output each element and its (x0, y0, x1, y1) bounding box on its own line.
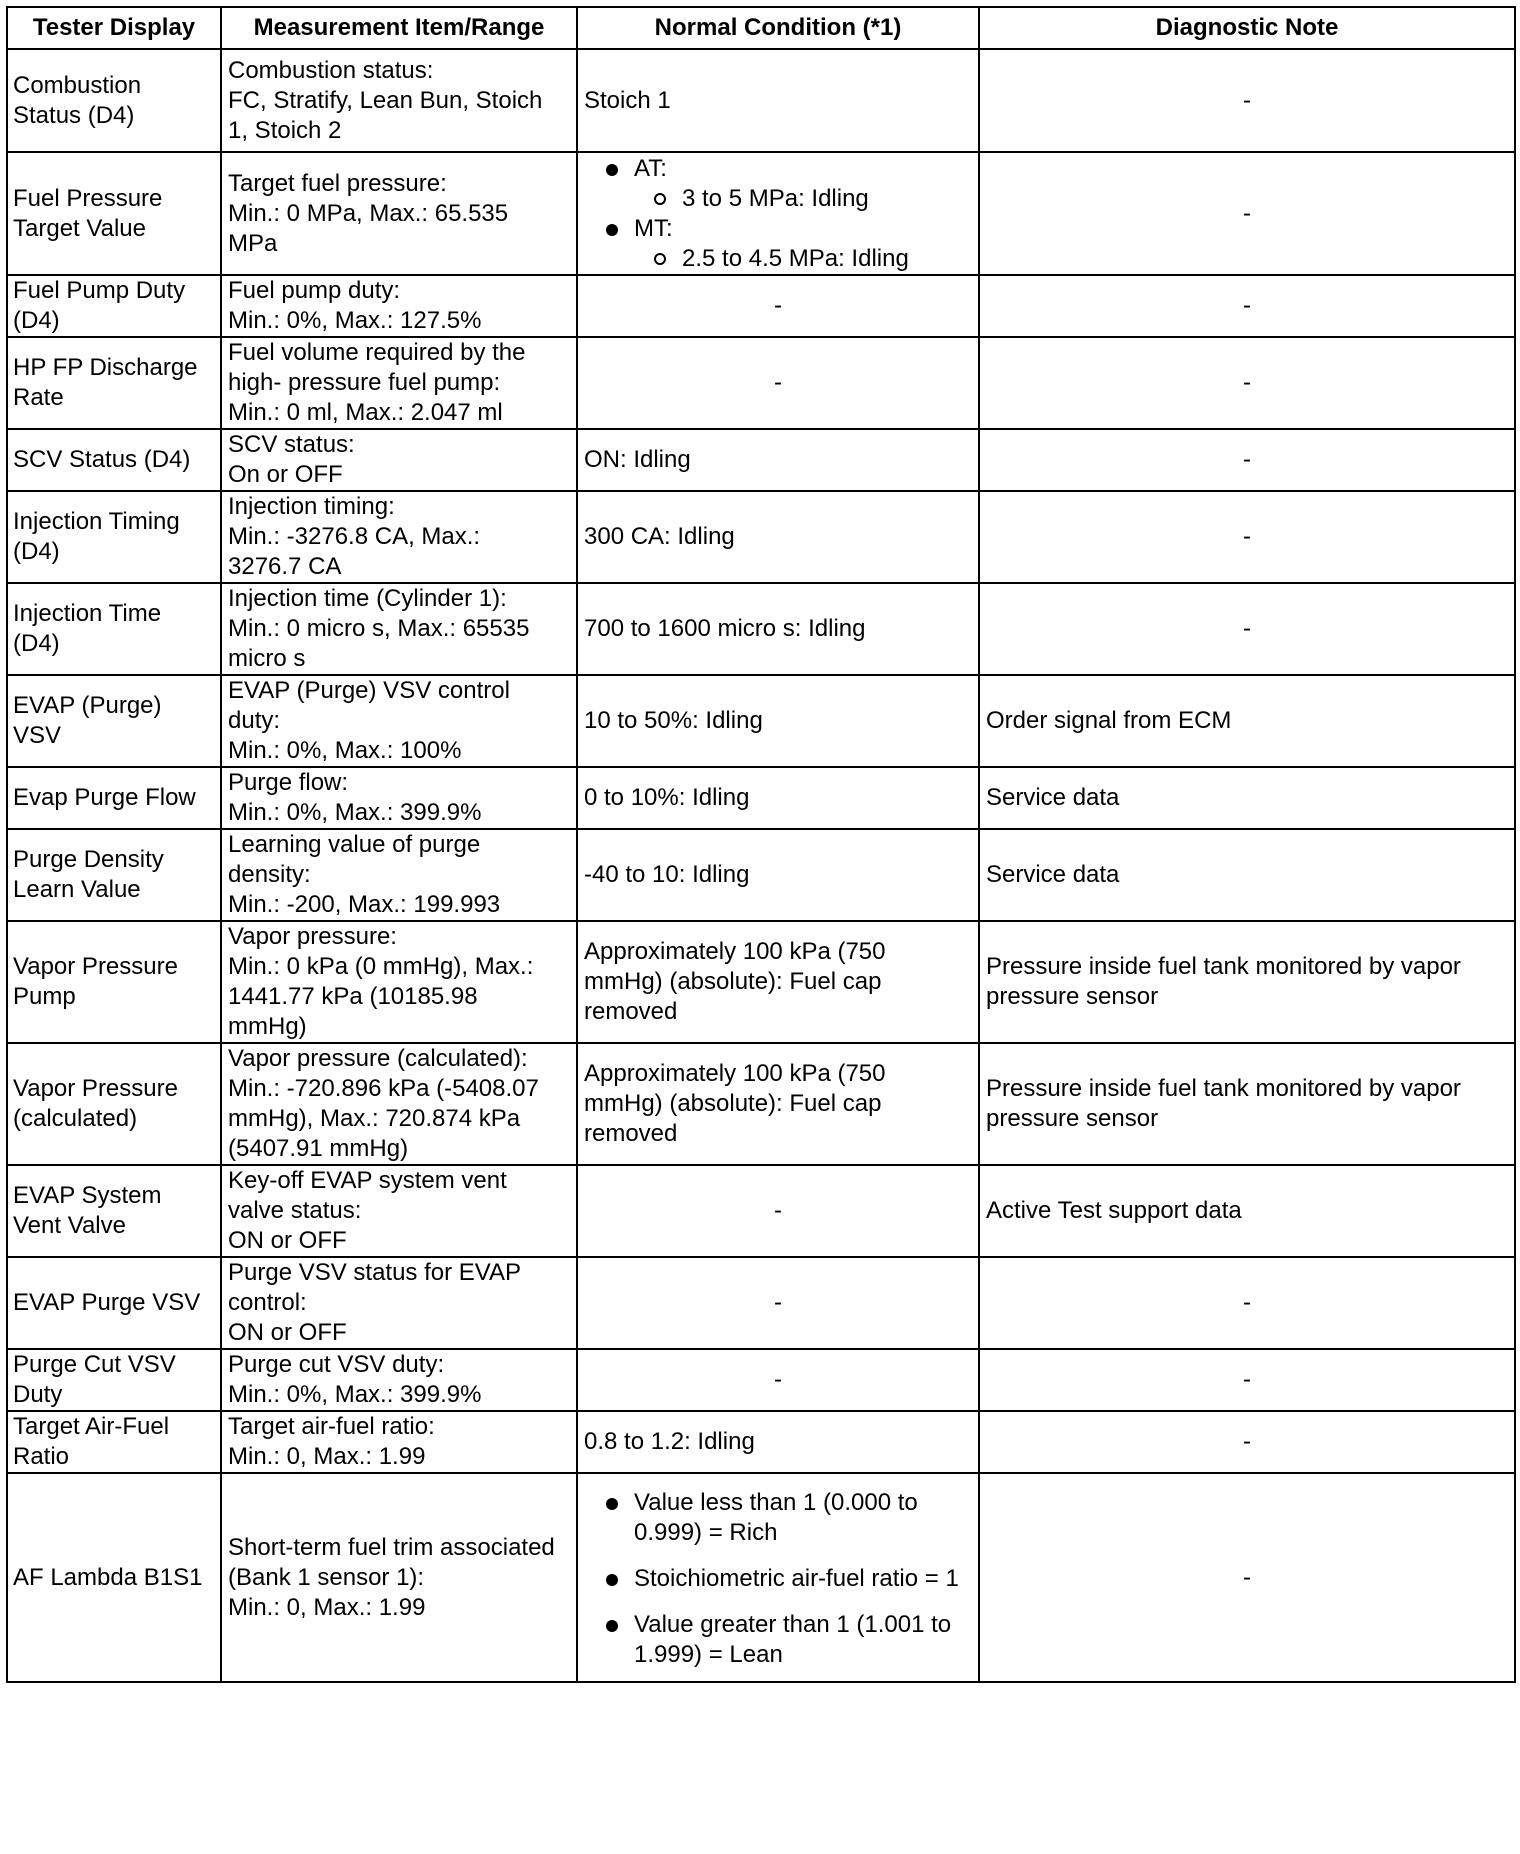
measurement-range-cell: EVAP (Purge) VSV control duty: Min.: 0%, Max.: 100% (221, 675, 577, 767)
diagnostic-note-cell: - (979, 429, 1515, 491)
tester-display-cell: Fuel Pressure Target Value (7, 152, 221, 275)
tester-display-cell: Vapor Pressure (calculated) (7, 1043, 221, 1165)
header-diagnostic-note: Diagnostic Note (979, 7, 1515, 49)
table-row (7, 767, 1515, 829)
measurement-range-cell: Injection time (Cylinder 1): Min.: 0 micro s, Max.: 65535 micro s (221, 583, 577, 675)
diagnostic-note-cell: Service data (979, 767, 1515, 829)
list-item: MT: 2.5 to 4.5 MPa: Idling (584, 214, 972, 274)
table-row (7, 429, 1515, 491)
table-row (7, 1165, 1515, 1257)
normal-condition-cell: -40 to 10: Idling (577, 829, 979, 921)
table-row (7, 583, 1515, 675)
normal-condition-cell: 10 to 50%: Idling (577, 675, 979, 767)
normal-condition-cell: 300 CA: Idling (577, 491, 979, 583)
normal-condition-cell: - (577, 1165, 979, 1257)
header-normal-condition: Normal Condition (*1) (577, 7, 979, 49)
diagnostic-note-cell: - (979, 275, 1515, 337)
diagnostic-note-cell: - (979, 1257, 1515, 1349)
tester-display-cell: Vapor Pressure Pump (7, 921, 221, 1043)
normal-condition-cell (577, 1473, 979, 1682)
measurement-range-cell: Target fuel pressure: Min.: 0 MPa, Max.: 65.535 MPa (221, 152, 577, 275)
table-row (7, 1349, 1515, 1411)
diagnostic-note-cell: Service data (979, 829, 1515, 921)
diagnostic-note-cell: - (979, 583, 1515, 675)
tester-display-cell: Injection Time (D4) (7, 583, 221, 675)
normal-condition-cell: Approximately 100 kPa (750 mmHg) (absolute): Fuel cap removed (577, 921, 979, 1043)
diagnostic-note-cell: Pressure inside fuel tank monitored by vapor pressure sensor (979, 1043, 1515, 1165)
measurement-range-cell: Purge flow: Min.: 0%, Max.: 399.9% (221, 767, 577, 829)
list-item: 3 to 5 MPa: Idling (634, 184, 972, 214)
table-row (7, 1473, 1515, 1682)
normal-condition-cell (577, 152, 979, 275)
measurement-range-cell: Purge VSV status for EVAP control: ON or OFF (221, 1257, 577, 1349)
diagnostic-note-cell: - (979, 337, 1515, 429)
diagnostic-note-cell: - (979, 1349, 1515, 1411)
tester-display-cell: SCV Status (D4) (7, 429, 221, 491)
table-row (7, 1257, 1515, 1349)
data-list-table (6, 6, 1516, 1683)
measurement-range-cell: Purge cut VSV duty: Min.: 0%, Max.: 399.9% (221, 1349, 577, 1411)
table-row (7, 675, 1515, 767)
diagnostic-note-cell: - (979, 1411, 1515, 1473)
measurement-range-cell: Vapor pressure: Min.: 0 kPa (0 mmHg), Max.: 1441.77 kPa (10185.98 mmHg) (221, 921, 577, 1043)
header-tester-display: Tester Display (7, 7, 221, 49)
diagnostic-note-cell: Active Test support data (979, 1165, 1515, 1257)
measurement-range-cell: Injection timing: Min.: -3276.8 CA, Max.: 3276.7 CA (221, 491, 577, 583)
tester-display-cell: AF Lambda B1S1 (7, 1473, 221, 1682)
diagnostic-note-cell: Pressure inside fuel tank monitored by vapor pressure sensor (979, 921, 1515, 1043)
table-row (7, 337, 1515, 429)
table-row (7, 829, 1515, 921)
measurement-range-cell: Fuel volume required by the high- pressure fuel pump: Min.: 0 ml, Max.: 2.047 ml (221, 337, 577, 429)
tester-display-cell: EVAP Purge VSV (7, 1257, 221, 1349)
table-row (7, 49, 1515, 152)
diagnostic-note-cell: - (979, 49, 1515, 152)
diagnostic-note-cell: - (979, 491, 1515, 583)
tester-display-cell: Purge Density Learn Value (7, 829, 221, 921)
normal-condition-cell: Approximately 100 kPa (750 mmHg) (absolute): Fuel cap removed (577, 1043, 979, 1165)
normal-condition-cell: - (577, 337, 979, 429)
diagnostic-note-cell: Order signal from ECM (979, 675, 1515, 767)
tester-display-cell: Injection Timing (D4) (7, 491, 221, 583)
normal-condition-cell: - (577, 1349, 979, 1411)
normal-condition-list (584, 1488, 972, 1670)
table-row (7, 1043, 1515, 1165)
tester-display-cell: Purge Cut VSV Duty (7, 1349, 221, 1411)
measurement-range-cell: Key-off EVAP system vent valve status: ON or OFF (221, 1165, 577, 1257)
tester-display-cell: EVAP System Vent Valve (7, 1165, 221, 1257)
table-row (7, 1411, 1515, 1473)
list-item: Stoichiometric air-fuel ratio = 1 (584, 1564, 972, 1594)
list-item: 2.5 to 4.5 MPa: Idling (634, 244, 972, 274)
header-measurement-item-range: Measurement Item/Range (221, 7, 577, 49)
table-row (7, 491, 1515, 583)
table-header-row (7, 7, 1515, 49)
measurement-range-cell: Short-term fuel trim associated (Bank 1 sensor 1): Min.: 0, Max.: 1.99 (221, 1473, 577, 1682)
data-list-page (6, 6, 1514, 1683)
normal-condition-cell: 700 to 1600 micro s: Idling (577, 583, 979, 675)
table-row (7, 275, 1515, 337)
tester-display-cell: HP FP Discharge Rate (7, 337, 221, 429)
tester-display-cell: Combustion Status (D4) (7, 49, 221, 152)
list-item: Value greater than 1 (1.001 to 1.999) = Lean (584, 1610, 972, 1670)
normal-condition-cell: - (577, 275, 979, 337)
measurement-range-cell: SCV status: On or OFF (221, 429, 577, 491)
normal-condition-cell: ON: Idling (577, 429, 979, 491)
measurement-range-cell: Combustion status: FC, Stratify, Lean Bun, Stoich 1, Stoich 2 (221, 49, 577, 152)
table-row (7, 921, 1515, 1043)
tester-display-cell: EVAP (Purge) VSV (7, 675, 221, 767)
table-row (7, 152, 1515, 275)
normal-condition-cell: Stoich 1 (577, 49, 979, 152)
measurement-range-cell: Target air-fuel ratio: Min.: 0, Max.: 1.99 (221, 1411, 577, 1473)
normal-condition-cell: 0 to 10%: Idling (577, 767, 979, 829)
normal-condition-cell: 0.8 to 1.2: Idling (577, 1411, 979, 1473)
tester-display-cell: Fuel Pump Duty (D4) (7, 275, 221, 337)
normal-condition-cell: - (577, 1257, 979, 1349)
diagnostic-note-cell: - (979, 152, 1515, 275)
measurement-range-cell: Vapor pressure (calculated): Min.: -720.896 kPa (-5408.07 mmHg), Max.: 720.874 kPa (5407.91 mmHg) (221, 1043, 577, 1165)
normal-condition-list (584, 154, 972, 274)
tester-display-cell: Target Air-Fuel Ratio (7, 1411, 221, 1473)
list-item: AT: 3 to 5 MPa: Idling (584, 154, 972, 214)
measurement-range-cell: Learning value of purge density: Min.: -200, Max.: 199.993 (221, 829, 577, 921)
list-item: Value less than 1 (0.000 to 0.999) = Rich (584, 1488, 972, 1548)
measurement-range-cell: Fuel pump duty: Min.: 0%, Max.: 127.5% (221, 275, 577, 337)
tester-display-cell: Evap Purge Flow (7, 767, 221, 829)
diagnostic-note-cell: - (979, 1473, 1515, 1682)
